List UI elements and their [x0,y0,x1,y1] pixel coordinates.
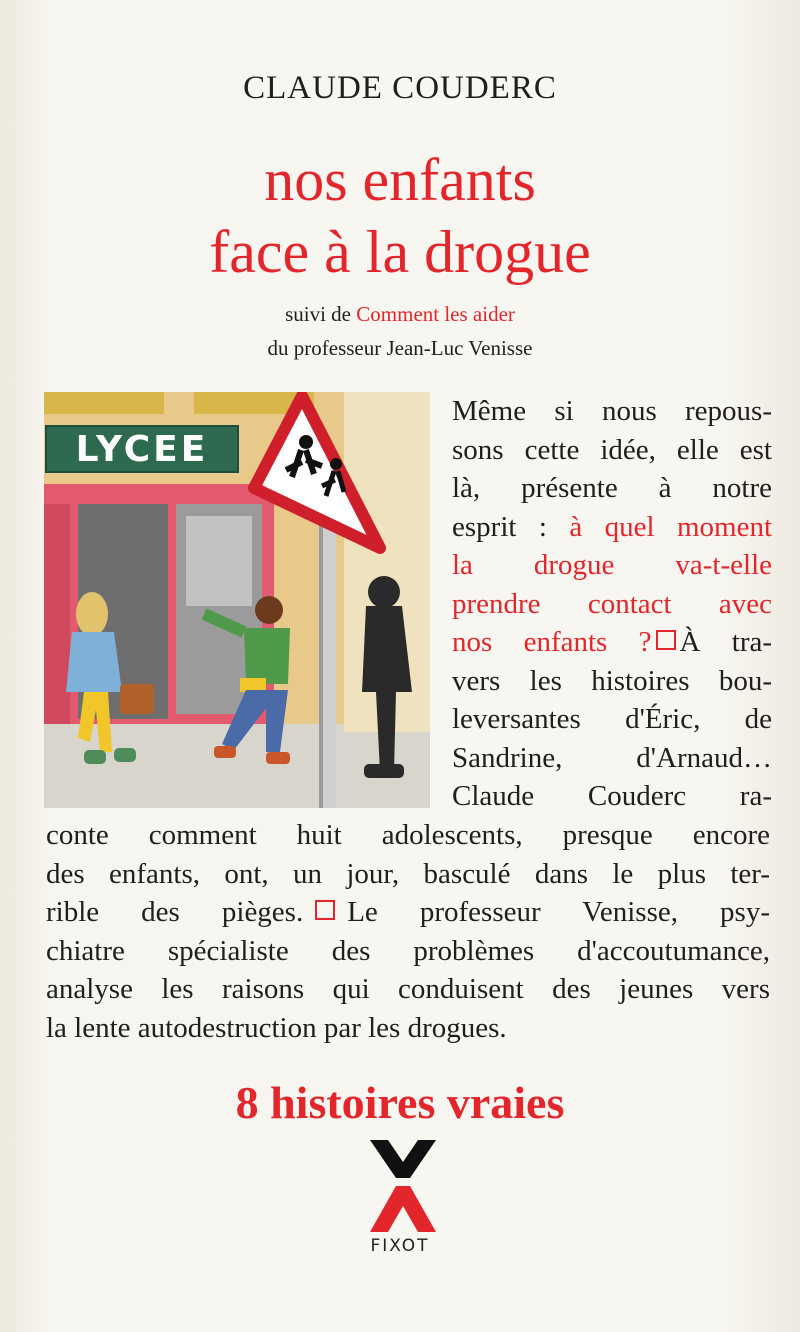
blurb-line [452,623,772,662]
blurb-line: Sandrine, d'Arnaud… [452,741,772,774]
blurb-line: conte comment huit adolescents, presque encore [46,819,770,851]
publisher-logo-icon [370,1140,436,1236]
blurb-line: leversantes d'Éric, de [452,703,772,735]
blurb-line [46,893,770,932]
publisher-name: FIXOT [370,1236,430,1256]
blurb-question: à quel moment [569,510,772,543]
blurb-line: Même si nous repous- [452,395,772,427]
subtitle-title: Comment les aider [356,302,515,326]
blurb-line [452,508,772,547]
blurb-line: analyse les raisons qui conduisent des jeunes vers [46,973,770,1005]
tagline: 8 histoires vraies [235,1077,565,1128]
blurb-text: esprit : [452,510,570,543]
blurb-line: des enfants, ont, un jour, basculé dans le plus ter- [46,857,770,890]
title-line-2: face à la drogue [209,219,591,285]
blurb-line: la lente autodestruction par les drogues. [46,1011,507,1044]
blurb-text: Le professeur Venisse, psy- [347,896,770,928]
title-line-1: nos enfants [264,147,536,213]
blurb-question: prendre contact avec [452,587,772,620]
author-name: CLAUDE COUDERC [243,70,557,106]
blurb-line: sons cette idée, elle est [452,433,772,466]
square-separator-icon [315,900,335,920]
lycee-sign-text: LYCEE [75,429,209,470]
subtitle-line-2: du professeur Jean-Luc Venisse [267,336,533,360]
blurb-question: la drogue va-t-elle [452,549,772,581]
subtitle-prefix: suivi de [285,302,357,326]
blurb-line: Claude Couderc ra- [452,780,772,812]
blurb-line: là, présente à notre [452,472,772,504]
blurb-question: nos enfants ? [452,626,652,658]
subtitle-line-1 [0,302,800,327]
blurb-line: chiatre spécialiste des problèmes d'accoutumance, [46,934,770,967]
blurb-right-column [452,392,772,816]
blurb-text: rible des pièges. [46,896,304,928]
blurb-line: vers les histoires bou- [452,664,772,697]
blurb-text: À tra- [679,626,773,658]
square-separator-icon [656,630,676,650]
blurb-full-width [46,816,770,1047]
cover-illustration [44,392,430,808]
